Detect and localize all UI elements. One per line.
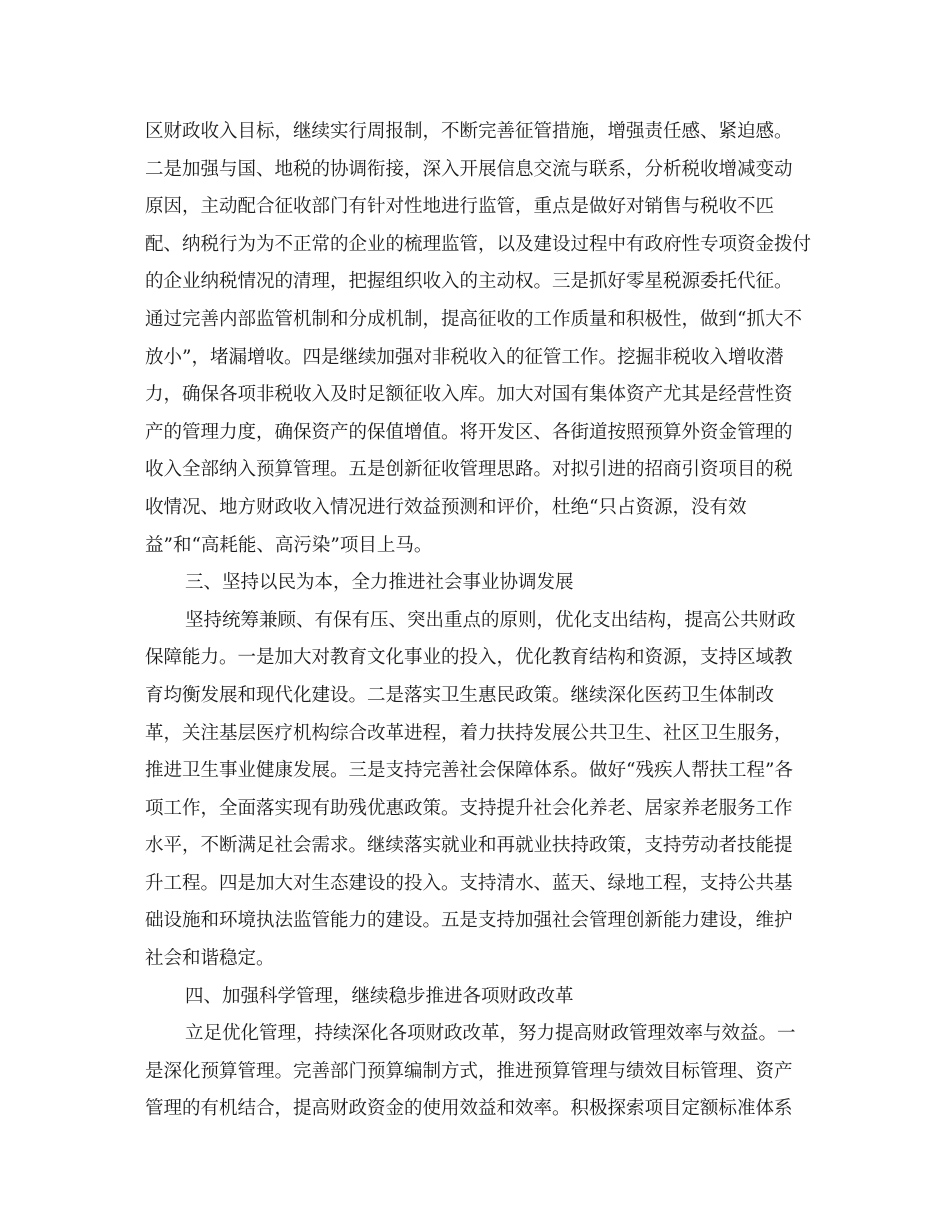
text-line: 是深化预算管理。完善部门预算编制方式，推进预算管理与绩效目标管理、资产 [145, 1060, 793, 1082]
text-line: 力，确保各项非税收入及时足额征收入库。加大对国有集体资产尤其是经营性资 [145, 384, 793, 406]
text-line: 原因，主动配合征收部门有针对性地进行监管，重点是做好对销售与税收不匹 [145, 196, 775, 218]
text-line: 项工作，全面落实现有助残优惠政策。支持提升社会化养老、居家养老服务工作 [145, 797, 793, 819]
text-line: 的企业纳税情况的清理，把握组织收入的主动权。三是抓好零星税源委托代征。 [145, 271, 793, 293]
text-line: 保障能力。一是加大对教育文化事业的投入，优化教育结构和资源，支持区域教 [145, 647, 793, 669]
text-line: 社会和谐稳定。 [145, 948, 275, 970]
text-line: 革，关注基层医疗机构综合改革进程，着力扶持发展公共卫生、社区卫生服务， [145, 722, 793, 744]
text-line: 二是加强与国、地税的协调衔接，深入开展信息交流与联系，分析税收增减变动 [145, 158, 793, 180]
section-heading: 四、加强科学管理，继续稳步推进各项财政改革 [185, 985, 574, 1007]
paragraph-first-line: 立足优化管理，持续深化各项财政改革，努力提高财政管理效率与效益。一 [185, 1023, 796, 1045]
text-line: 推进卫生事业健康发展。三是支持完善社会保障体系。做好“残疾人帮扶工程”各 [145, 760, 793, 782]
text-line: 升工程。四是加大对生态建设的投入。支持清水、蓝天、绿地工程，支持公共基 [145, 872, 793, 894]
text-line: 通过完善内部监管机制和分成机制，提高征收的工作质量和积极性，做到“抓大不 [145, 308, 802, 330]
text-line: 管理的有机结合，提高财政资金的使用效益和效率。积极探索项目定额标准体系 [145, 1098, 793, 1120]
text-line: 水平，不断满足社会需求。继续落实就业和再就业扶持政策，支持劳动者技能提 [145, 835, 793, 857]
text-line: 放小”，堵漏增收。四是继续加强对非税收入的征管工作。挖掘非税收入增收潜 [145, 346, 784, 368]
text-line: 区财政收入目标，继续实行周报制，不断完善征管措施，增强责任感、紧迫感。 [145, 121, 793, 142]
text-line: 收情况、地方财政收入情况进行效益预测和评价，杜绝“只占资源，没有效 [145, 496, 747, 518]
paragraph-first-line: 坚持统筹兼顾、有保有压、突出重点的原则，优化支出结构，提高公共财政 [185, 609, 796, 631]
text-line: 础设施和环境执法监管能力的建设。五是支持加强社会管理创新能力建设，维护 [145, 910, 793, 932]
text-line: 育均衡发展和现代化建设。二是落实卫生惠民政策。继续深化医药卫生体制改 [145, 684, 775, 706]
document-body [145, 113, 810, 1128]
text-line: 收入全部纳入预算管理。五是创新征收管理思路。对拟引进的招商引资项目的税 [145, 459, 793, 481]
text-line: 配、纳税行为为不正常的企业的梳理监管，以及建设过程中有政府性专项资金拨付 [145, 233, 812, 255]
section-heading: 三、坚持以民为本，全力推进社会事业协调发展 [185, 572, 574, 594]
text-line: 益”和“高耗能、高污染”项目上马。 [145, 534, 433, 556]
text-line: 产的管理力度，确保资产的保值增值。将开发区、各街道按照预算外资金管理的 [145, 421, 793, 443]
